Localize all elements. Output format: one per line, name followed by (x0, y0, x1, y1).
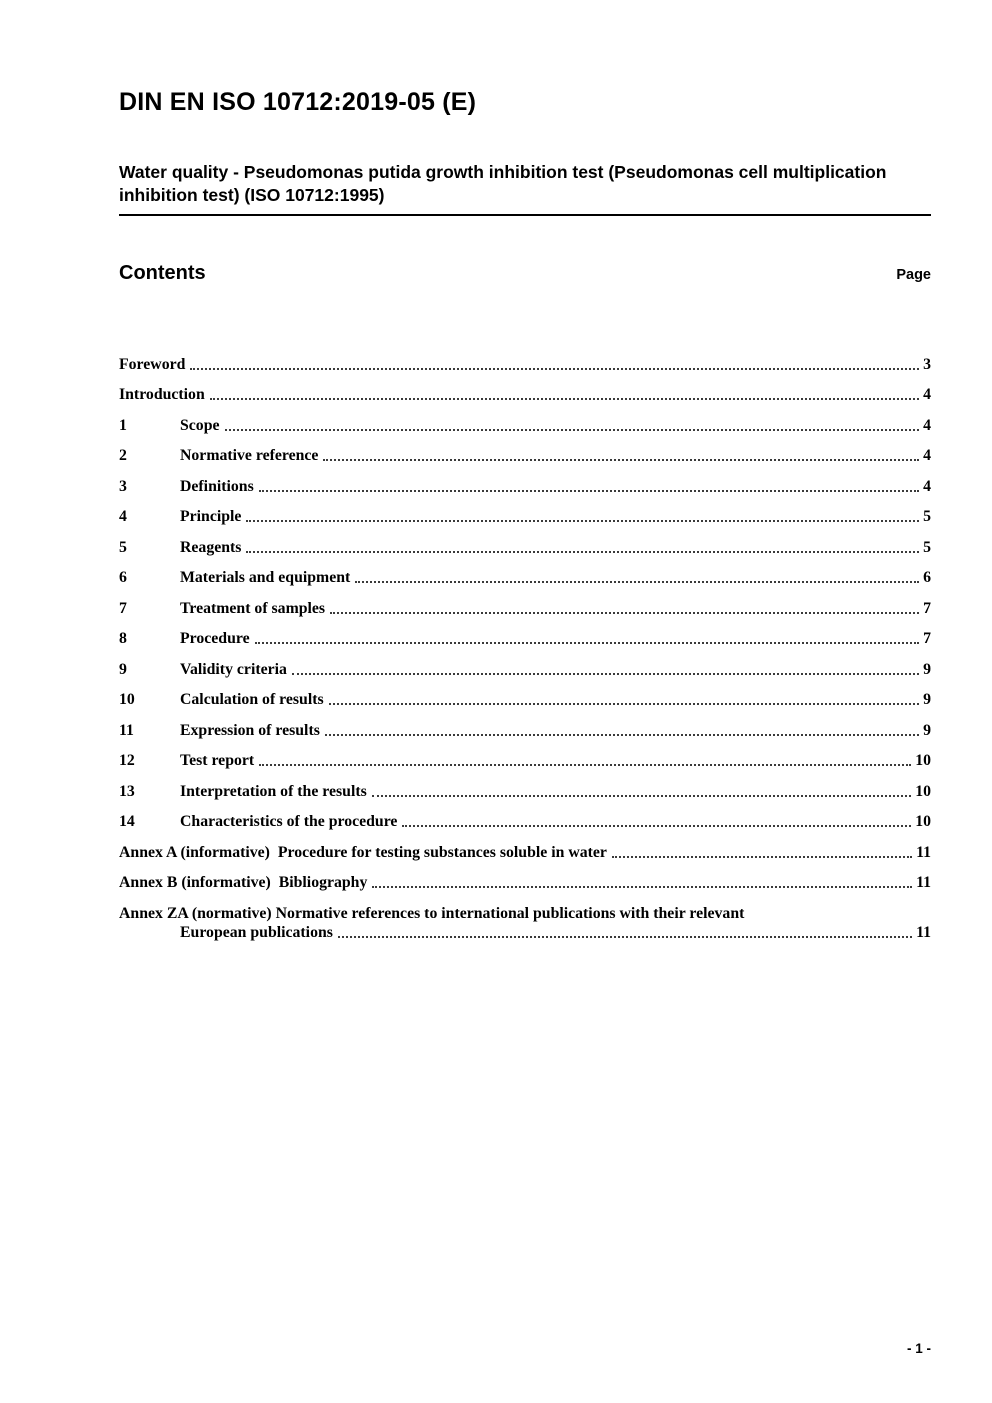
footer-page-number: - 1 - (906, 1341, 931, 1356)
toc-entry-page: 9 (923, 691, 931, 709)
toc-entry-line (119, 892, 931, 923)
toc-entry-line (119, 862, 931, 893)
dot-leader (325, 734, 919, 736)
dot-leader (259, 490, 919, 492)
toc-entry-title: Scope (180, 416, 220, 434)
toc-entry (119, 557, 931, 588)
toc-entry-title: Characteristics of the procedure (180, 813, 398, 831)
toc-entry-title: Reagents (180, 538, 242, 556)
toc-entry-page: 11 (916, 924, 931, 942)
toc-entry-page: 10 (915, 782, 931, 800)
toc-entry-page: 5 (923, 508, 931, 526)
toc-entry-page: 10 (915, 813, 931, 831)
toc-entry-page: 7 (923, 630, 931, 648)
toc-entry (119, 831, 931, 862)
toc-entry-title: Test report (180, 752, 255, 770)
toc-entry (119, 435, 931, 466)
document-subtitle-block (119, 161, 931, 216)
dot-leader (330, 612, 919, 614)
toc-entry-number: 12 (119, 752, 135, 770)
toc-entry-number: 11 (119, 721, 134, 739)
toc-entry-page: 4 (923, 386, 931, 404)
toc-entry-title: Foreword (119, 355, 186, 373)
dot-leader (292, 673, 919, 675)
toc-entry (119, 526, 931, 557)
dot-leader (355, 581, 919, 583)
toc-entry (119, 740, 931, 771)
toc-entry-page: 9 (923, 660, 931, 678)
toc-entry-page: 11 (916, 874, 931, 892)
dot-leader (225, 429, 920, 431)
toc-entry (119, 709, 931, 740)
toc-entry-line-continued (119, 923, 931, 943)
toc-entry-title: Definitions (180, 477, 254, 495)
toc-entry (119, 618, 931, 649)
toc-entry (119, 648, 931, 679)
toc-entry-line (119, 831, 931, 862)
toc-entry-number: 9 (119, 660, 127, 678)
toc-entry-title: Treatment of samples (180, 599, 326, 617)
toc-entry-number: 13 (119, 782, 135, 800)
toc-entry (119, 343, 931, 374)
toc-entry-number: 1 (119, 416, 127, 434)
toc-entry-line (119, 496, 931, 527)
toc-entry (119, 465, 931, 496)
toc-entry-title: Annex A (informative) Procedure for testing substances soluble in water (119, 843, 607, 861)
toc-entry-page: 6 (923, 569, 931, 587)
contents-heading: Contents (119, 262, 206, 285)
toc-entry (119, 770, 931, 801)
toc-entry (119, 892, 931, 942)
toc-entry-page: 4 (923, 477, 931, 495)
toc-entry-number: 14 (119, 813, 135, 831)
toc-entry-page: 9 (923, 721, 931, 739)
dot-leader (259, 764, 911, 766)
toc-entry-line (119, 648, 931, 679)
toc-entry-number: 5 (119, 538, 127, 556)
toc-entry (119, 496, 931, 527)
dot-leader (255, 642, 919, 644)
toc-entry-line (119, 679, 931, 710)
toc-entry-line (119, 709, 931, 740)
toc-entry-page: 10 (915, 752, 931, 770)
toc-entry-title: Principle (180, 508, 242, 526)
document-subtitle: Water quality - Pseudomonas putida growth inhibition test (Pseudomonas cell multiplication inhibition test) (ISO 10712:1995) (119, 162, 887, 206)
toc-entry-page: 4 (923, 447, 931, 465)
dot-leader (246, 520, 919, 522)
dot-leader (372, 795, 911, 797)
toc-entry-page: 7 (923, 599, 931, 617)
toc-entry-number: 4 (119, 508, 127, 526)
toc-entry-page: 11 (916, 843, 931, 861)
toc-entry-line (119, 404, 931, 435)
dot-leader (402, 825, 911, 827)
toc-entry-title: Annex ZA (normative) Normative references to international publications with their relevant (119, 904, 745, 922)
dot-leader (323, 459, 919, 461)
toc-entry-title: Materials and equipment (180, 569, 351, 587)
toc-list (119, 343, 931, 942)
dot-leader (372, 886, 912, 888)
dot-leader (190, 368, 919, 370)
toc-entry-title: Interpretation of the results (180, 782, 367, 800)
toc-entry-title: Validity criteria (180, 660, 287, 678)
document-title: DIN EN ISO 10712:2019-05 (E) (119, 88, 477, 116)
toc-entry (119, 404, 931, 435)
dot-leader (210, 398, 919, 400)
toc-entry-page: 4 (923, 416, 931, 434)
toc-entry-number: 6 (119, 569, 127, 587)
toc-entry-line (119, 557, 931, 588)
toc-entry (119, 587, 931, 618)
toc-entry-line (119, 770, 931, 801)
toc-entry (119, 801, 931, 832)
toc-entry-title: Procedure (180, 630, 250, 648)
toc-entry (119, 679, 931, 710)
toc-entry-line (119, 435, 931, 466)
toc-entry-line (119, 526, 931, 557)
toc-entry-number: 2 (119, 447, 127, 465)
toc-entry-title-continued: European publications (180, 924, 333, 942)
toc-entry-number: 3 (119, 477, 127, 495)
contents-header (119, 262, 931, 285)
toc-entry-line (119, 740, 931, 771)
dot-leader (612, 856, 912, 858)
dot-leader (246, 551, 919, 553)
toc-entry-line (119, 587, 931, 618)
toc-entry-line (119, 343, 931, 374)
toc-entry-page: 3 (923, 355, 931, 373)
toc-entry-title: Introduction (119, 386, 205, 404)
toc-entry (119, 862, 931, 893)
page-column-label: Page (896, 267, 931, 284)
dot-leader (329, 703, 919, 705)
toc-entry-line (119, 618, 931, 649)
toc-entry-number: 7 (119, 599, 127, 617)
toc-entry-title: Calculation of results (180, 691, 324, 709)
toc-entry-number: 10 (119, 691, 135, 709)
toc-entry-number: 8 (119, 630, 127, 648)
dot-leader (338, 936, 912, 938)
toc-entry-title: Normative reference (180, 447, 319, 465)
toc-entry-title: Expression of results (180, 721, 320, 739)
toc-entry (119, 374, 931, 405)
toc-entry-title: Annex B (informative) Bibliography (119, 874, 368, 892)
toc-entry-line (119, 801, 931, 832)
toc-entry-line (119, 374, 931, 405)
toc-entry-page: 5 (923, 538, 931, 556)
toc-entry-line (119, 465, 931, 496)
